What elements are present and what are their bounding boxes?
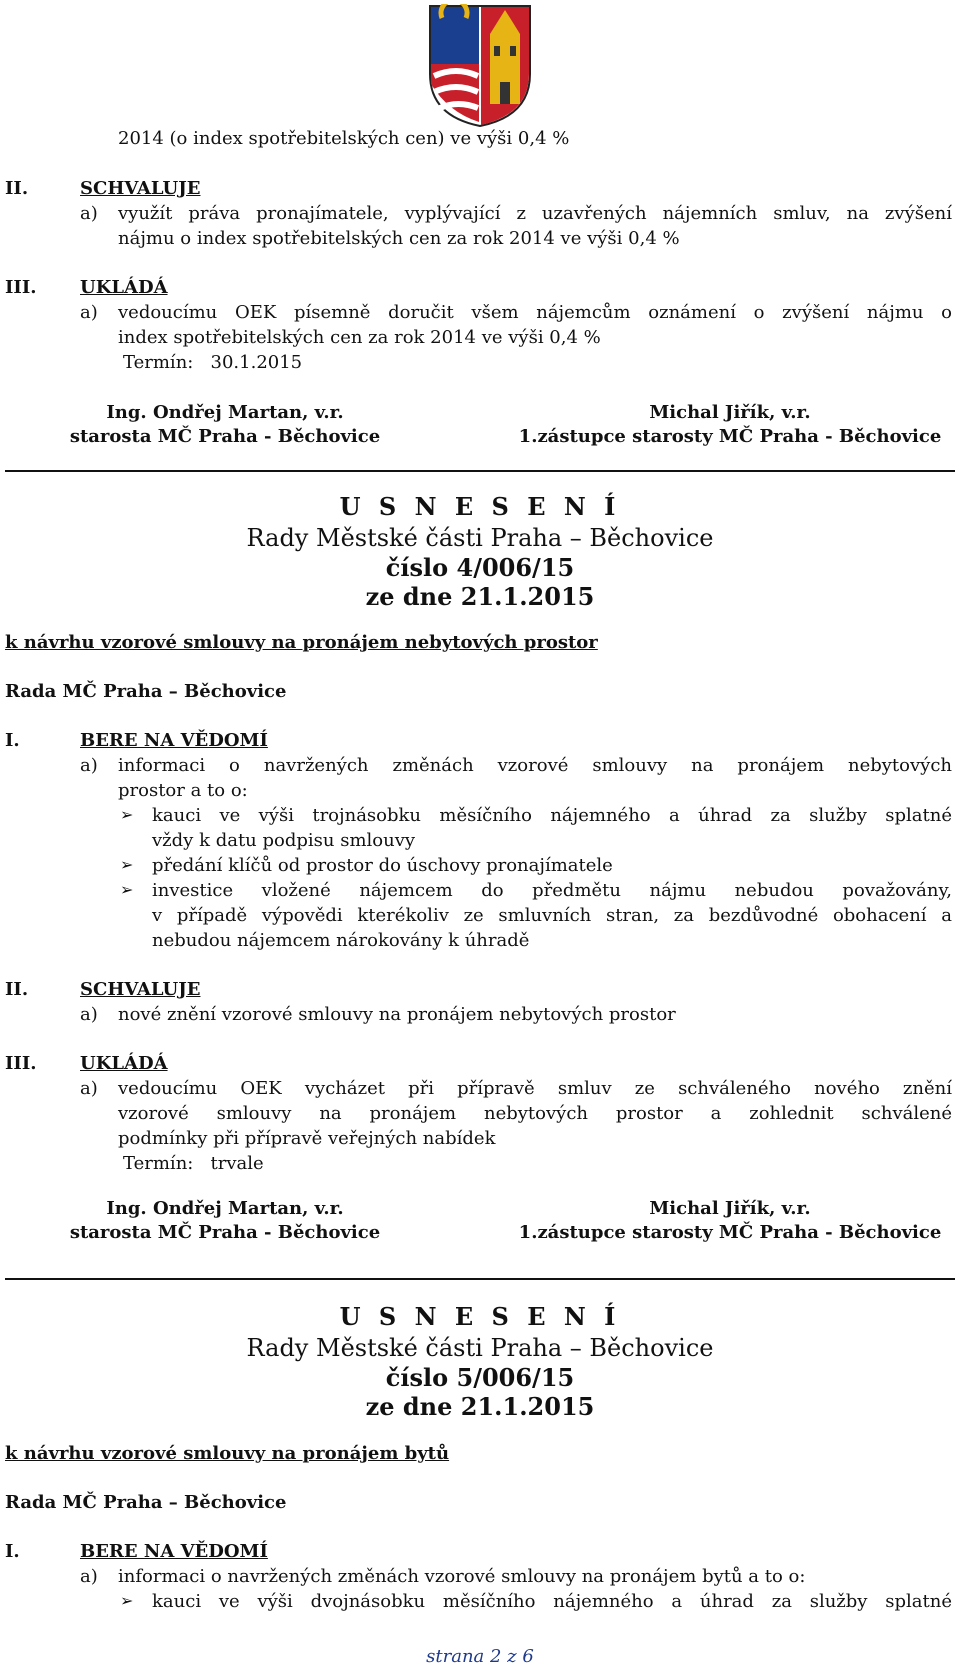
item-text: vedoucímu OEK vycházet při přípravě smluv ze schváleného nového znění bbox=[118, 1078, 952, 1099]
page-number: strana 2 z 6 bbox=[426, 1646, 534, 1667]
council-name: Rady Městské části Praha – Běchovice bbox=[246, 524, 714, 552]
section-number: III. bbox=[5, 1053, 37, 1074]
bullet-item-cont: v případě výpovědi kterékoliv ze smluvních stran, za bezdůvodné obohacení a bbox=[152, 905, 952, 926]
signature-name: Ing. Ondřej Martan, v.r. bbox=[106, 1198, 344, 1219]
signature-role: starosta MČ Praha - Běchovice bbox=[69, 1222, 381, 1243]
resolution-date: ze dne 21.1.2015 bbox=[365, 1392, 595, 1421]
item-label: a) bbox=[80, 1566, 98, 1587]
continued-text: 2014 (o index spotřebitelských cen) ve výši 0,4 % bbox=[118, 128, 570, 149]
bullet-item: ➢ kauci ve výši dvojnásobku měsíčního nájemného a úhrad za služby splatné bbox=[152, 1591, 952, 1612]
item-label: a) bbox=[80, 1078, 98, 1099]
item-text: prostor a to o: bbox=[118, 780, 248, 801]
signature-role: starosta MČ Praha - Běchovice bbox=[69, 426, 381, 447]
section-heading: BERE NA VĚDOMÍ bbox=[80, 1541, 268, 1562]
section-heading: BERE NA VĚDOMÍ bbox=[80, 730, 268, 751]
signature-name: Michal Jiřík, v.r. bbox=[649, 402, 811, 423]
section-heading: UKLÁDÁ bbox=[80, 277, 168, 298]
divider bbox=[5, 1278, 955, 1280]
bechovice-coat-of-arms bbox=[428, 4, 532, 128]
section-heading: SCHVALUJE bbox=[80, 979, 201, 1000]
signature-role: 1.zástupce starosty MČ Praha - Běchovice bbox=[518, 1222, 942, 1243]
item-text: index spotřebitelských cen za rok 2014 ve výši 0,4 % bbox=[118, 327, 601, 348]
section-number: II. bbox=[5, 178, 29, 199]
item-text: podmínky při přípravě veřejných nabídek bbox=[118, 1128, 496, 1149]
bullet-item: ➢ kauci ve výši trojnásobku měsíčního nájemného a úhrad za služby splatné bbox=[152, 805, 952, 826]
deadline: Termín: trvale bbox=[123, 1153, 264, 1174]
item-text: nájmu o index spotřebitelských cen za rok 2014 ve výši 0,4 % bbox=[118, 228, 680, 249]
section-heading: SCHVALUJE bbox=[80, 178, 201, 199]
resolution-number: číslo 5/006/15 bbox=[385, 1363, 575, 1392]
resolution-date: ze dne 21.1.2015 bbox=[365, 582, 595, 611]
item-text: nové znění vzorové smlouvy na pronájem nebytových prostor bbox=[118, 1004, 676, 1025]
section-number: III. bbox=[5, 277, 37, 298]
resolution-subject: k návrhu vzorové smlouvy na pronájem nebytových prostor bbox=[5, 632, 598, 653]
item-text: informaci o navržených změnách vzorové smlouvy na pronájem bytů a to o: bbox=[118, 1566, 806, 1587]
item-text: vzorové smlouvy na pronájem nebytových prostor a zohlednit schválené bbox=[118, 1103, 952, 1124]
resolving-body: Rada MČ Praha – Běchovice bbox=[5, 1492, 287, 1513]
item-text: využít práva pronajímatele, vyplývající z uzavřených nájemních smluv, na zvýšení bbox=[118, 203, 952, 224]
resolution-subject: k návrhu vzorové smlouvy na pronájem bytů bbox=[5, 1443, 450, 1464]
item-label: a) bbox=[80, 755, 98, 776]
item-label: a) bbox=[80, 302, 98, 323]
signature-name: Michal Jiřík, v.r. bbox=[649, 1198, 811, 1219]
section-heading: UKLÁDÁ bbox=[80, 1053, 168, 1074]
bullet-item: ➢ předání klíčů od prostor do úschovy pronajímatele bbox=[152, 855, 613, 876]
item-label: a) bbox=[80, 203, 98, 224]
council-name: Rady Městské části Praha – Běchovice bbox=[246, 1334, 714, 1362]
item-text: vedoucímu OEK písemně doručit všem nájemcům oznámení o zvýšení nájmu o bbox=[118, 302, 952, 323]
section-number: II. bbox=[5, 979, 29, 1000]
resolution-title: U S N E S E N Í bbox=[339, 1302, 621, 1331]
resolving-body: Rada MČ Praha – Běchovice bbox=[5, 681, 287, 702]
item-label: a) bbox=[80, 1004, 98, 1025]
section-number: I. bbox=[5, 730, 20, 751]
bullet-item-cont: nebudou nájemcem nárokovány k úhradě bbox=[152, 930, 530, 951]
item-text: informaci o navržených změnách vzorové smlouvy na pronájem nebytových bbox=[118, 755, 952, 776]
signature-name: Ing. Ondřej Martan, v.r. bbox=[106, 402, 344, 423]
divider bbox=[5, 470, 955, 472]
signature-role: 1.zástupce starosty MČ Praha - Běchovice bbox=[518, 426, 942, 447]
resolution-number: číslo 4/006/15 bbox=[385, 553, 575, 582]
section-number: I. bbox=[5, 1541, 20, 1562]
bullet-item-cont: vždy k datu podpisu smlouvy bbox=[152, 830, 416, 851]
bullet-item: ➢ investice vložené nájemcem do předmětu nájmu nebudou považovány, bbox=[152, 880, 952, 901]
deadline: Termín: 30.1.2015 bbox=[123, 352, 303, 373]
resolution-title: U S N E S E N Í bbox=[339, 492, 621, 521]
